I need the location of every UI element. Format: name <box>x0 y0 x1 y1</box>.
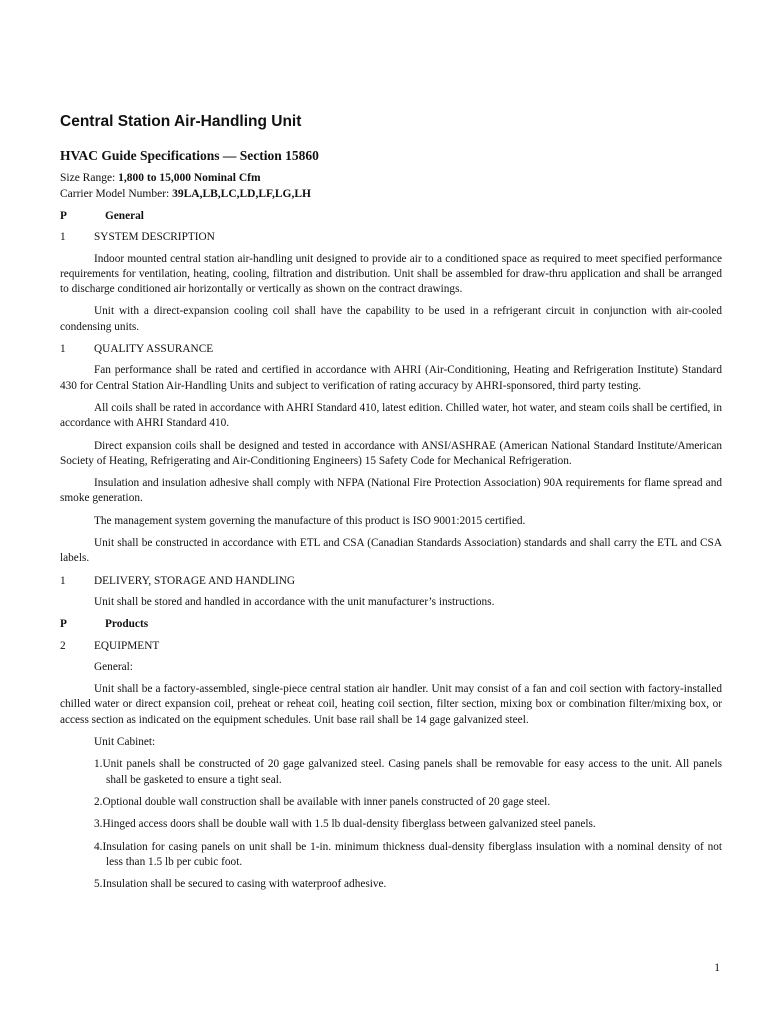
size-range-value: 1,800 to 15,000 Nominal Cfm <box>118 172 261 184</box>
list-item: 1.Unit panels shall be constructed of 20 gage galvanized steel. Casing panels shall be removable for easy access to the unit. All panels shall be gasketed to ensure a tight seal. <box>94 758 722 786</box>
paragraph: Indoor mounted central station air-handling unit designed to provide air to a conditioned space as required to meet specified performance requirements for ventilation, heating, cooling, filtration and distribution. Unit shall be assembled for draw-thru application and shall be arranged to discharge conditioned air horizontally or vertically as shown on the contract drawings. <box>60 252 722 296</box>
document-body <box>60 209 722 899</box>
document-subtitle: HVAC Guide Specifications — Section 15860 <box>60 148 319 163</box>
part-heading-general <box>60 209 722 224</box>
paragraph: The management system governing the manufacture of this product is ISO 9001:2015 certified. <box>94 514 526 527</box>
section-number: 1 <box>60 574 66 587</box>
part-heading-products <box>60 617 722 632</box>
document-title: Central Station Air-Handling Unit <box>60 113 302 130</box>
section-number: 1 <box>60 343 66 356</box>
part-number: P <box>60 210 67 222</box>
part-label: Products <box>105 618 149 631</box>
size-range-line <box>60 172 261 184</box>
paragraph: Fan performance shall be rated and certified in accordance with AHRI (Air-Conditioning, Heating and Refrigeration Institute) Standard 430 for Central Station Air-Handling Units and subject to verification of rating accuracy by AHRI-sponsored, third party testing. <box>60 364 722 392</box>
part-label: General <box>105 210 144 222</box>
paragraph: Direct expansion coils shall be designed and tested in accordance with ANSI/ASHRAE (American National Standard Institute/American Society of Heating, Refrigerating and Air-Conditioning Engineers) 15 Safety Code for Mechanical Refrigeration. <box>60 439 722 467</box>
section-number: 2 <box>60 639 66 652</box>
paragraph: Insulation and insulation adhesive shall comply with NFPA (National Fire Protection Association) 90A requirements for flame spread and smoke generation. <box>60 477 722 505</box>
paragraph: Unit shall be constructed in accordance with ETL and CSA (Canadian Standards Association) standards and shall carry the ETL and CSA labels. <box>60 537 722 565</box>
model-number-line <box>60 188 311 200</box>
section-heading-equipment <box>60 639 722 654</box>
section-heading-system-description <box>60 230 722 245</box>
section-label: DELIVERY, STORAGE AND HANDLING <box>94 574 296 587</box>
section-heading-quality-assurance <box>60 342 722 357</box>
paragraph: Unit shall be a factory-assembled, single-piece central station air handler. Unit may consist of a fan and coil section with factory-installed chilled water or direct expansion coil, preheat or reheat coil, heating coil section, filter section, mixing box or combination filter/mixing box, or access section as indicated on the equipment schedules. Unit base rail shall be 14 gage galvanized steel. <box>60 683 722 726</box>
page-number: 1 <box>714 962 720 974</box>
list-item: 3.Hinged access doors shall be double wall with 1.5 lb dual-density fiberglass between galvanized steel panels. <box>94 818 596 831</box>
subheading-unit-cabinet: Unit Cabinet: <box>94 736 156 749</box>
section-heading-delivery-storage <box>60 574 722 589</box>
paragraph: Unit with a direct-expansion cooling coil shall have the capability to be used in a refrigerant circuit in conjunction with air-cooled condensing units. <box>60 305 722 333</box>
paragraph: Unit shall be stored and handled in accordance with the unit manufacturer’s instructions. <box>94 595 495 608</box>
section-label: SYSTEM DESCRIPTION <box>94 231 215 244</box>
part-number: P <box>60 618 67 631</box>
subheading-general: General: <box>94 660 133 673</box>
model-number-value: 39LA,LB,LC,LD,LF,LG,LH <box>172 188 311 200</box>
section-label: EQUIPMENT <box>94 639 160 652</box>
section-number: 1 <box>60 231 66 244</box>
list-item: 4.Insulation for casing panels on unit shall be 1-in. minimum thickness dual-density fiberglass insulation with a nominal density of not less than 1.5 lb per cubic foot. <box>94 840 722 868</box>
list-item: 2.Optional double wall construction shall be available with inner panels constructed of 20 gage steel. <box>94 795 551 808</box>
size-range-label: Size Range: <box>60 172 119 184</box>
section-label: QUALITY ASSURANCE <box>94 343 214 356</box>
model-number-label: Carrier Model Number: <box>60 188 173 200</box>
paragraph: All coils shall be rated in accordance with AHRI Standard 410, latest edition. Chilled water, hot water, and steam coils shall be certified, in accordance with AHRI Standard 410. <box>60 401 722 430</box>
list-item: 5.Insulation shall be secured to casing with waterproof adhesive. <box>94 878 387 891</box>
